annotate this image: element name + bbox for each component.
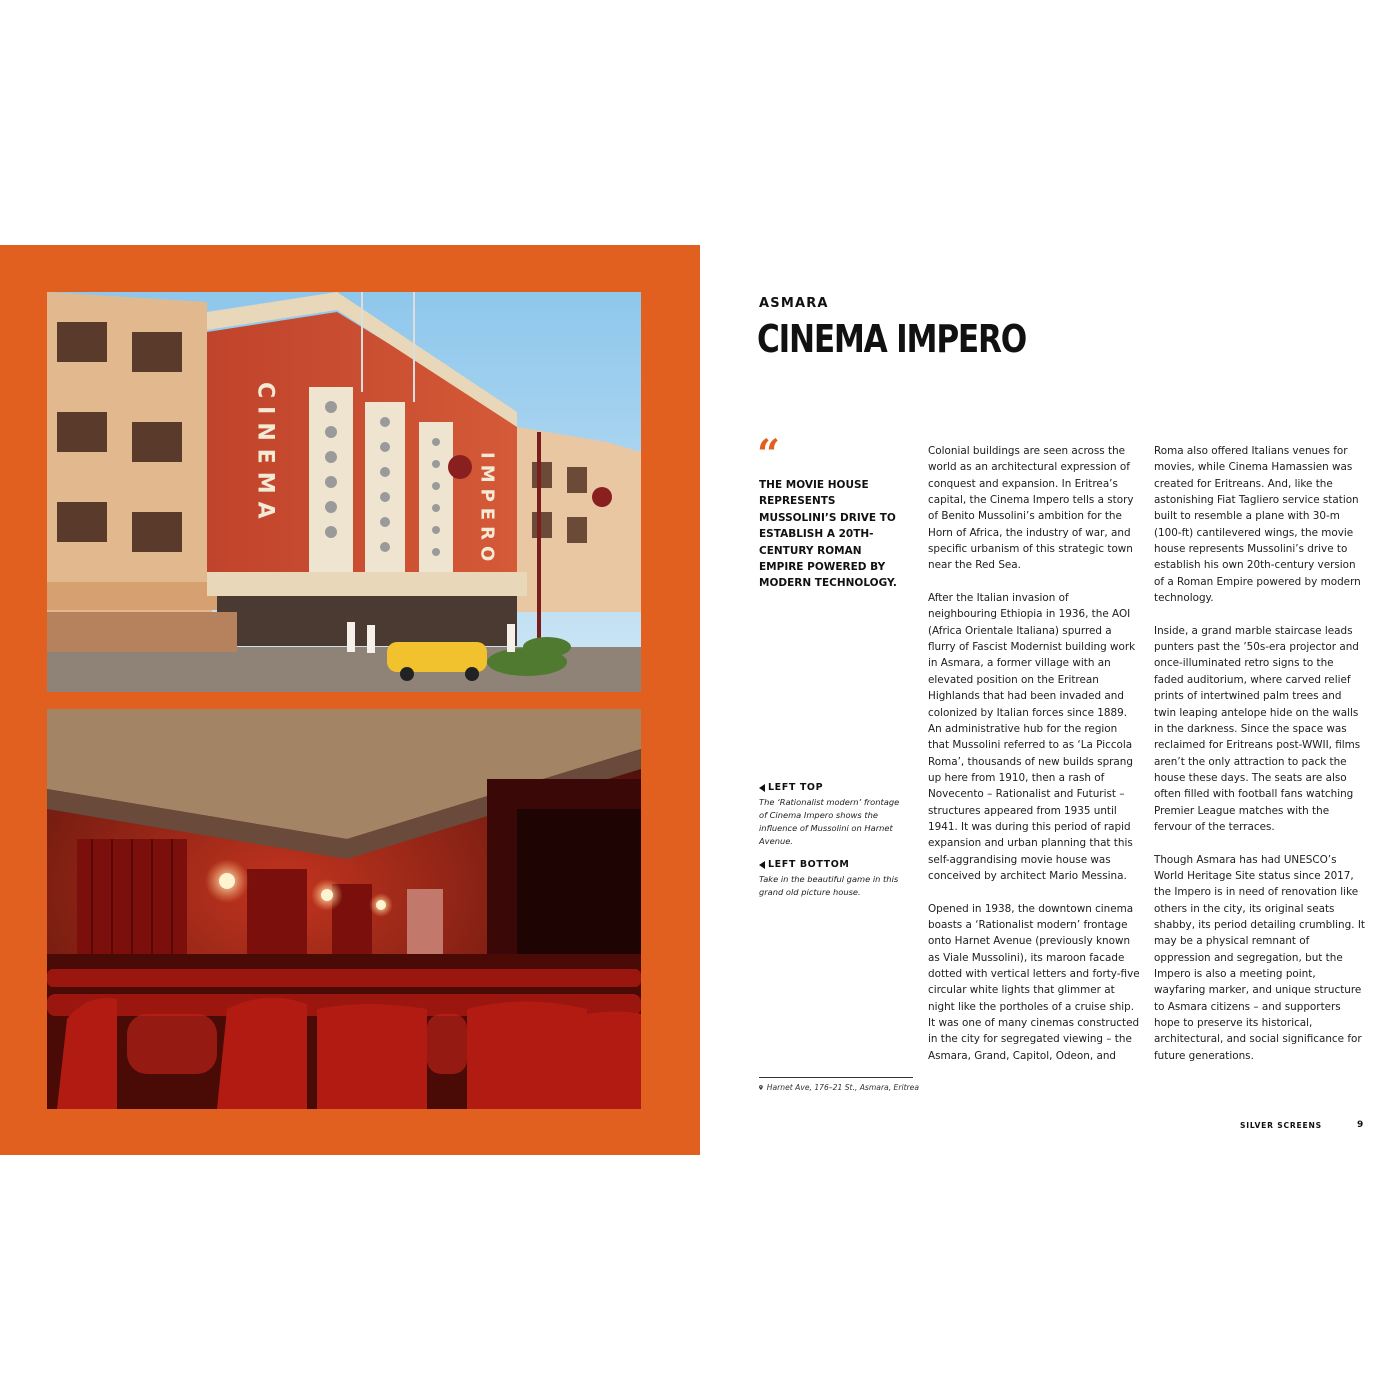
quote-mark-icon: “: [757, 431, 781, 478]
caption-text: The ‘Rationalist modern’ frontage of Cinema Impero shows the influence of Mussolini on Harnet Avenue.: [759, 797, 900, 846]
facade-sign-impero: IMPERO: [476, 452, 498, 568]
body-paragraph: Inside, a grand marble staircase leads punters past the ’50s-era projector and once-illuminated retro signs to the faded auditorium, where carved relief prints of intertwined palm trees and twin leaping antelope hide on the walls in the darkness. Since the space was reclaimed for Eritreans post-WWII, films aren’t the only attraction to pack the house these days. The seats are also often filled with football fans watching Premier League matches with the fervour of the terraces.: [1154, 624, 1361, 833]
body-column-1: [928, 443, 1140, 1080]
running-footer-section: SILVER SCREENS: [1240, 1121, 1322, 1130]
article-title: CINEMA IMPERO: [757, 317, 1027, 361]
arrow-left-icon: [759, 861, 765, 869]
facade-sign-cinema: CINEMA: [252, 382, 278, 527]
address-line: [759, 1083, 919, 1092]
pull-quote: THE MOVIE HOUSE REPRESENTS MUSSOLINI’S DRIVE TO ESTABLISH A 20TH-CENTURY ROMAN EMPIRE POWERED BY MODERN TECHNOLOGY.: [759, 479, 897, 590]
orange-photo-panel: [0, 245, 700, 1155]
body-paragraph: Opened in 1938, the downtown cinema boasts a ‘Rationalist modern’ frontage onto Harnet Avenue (previously known as Viale Mussolini), its maroon facade dotted with vertical letters and forty-five circular white lights that glimmer at night like the portholes of a cruise ship. It was one of many cinemas constructed in the city for segregated viewing – the Asmara, Grand, Capitol, Odeon, and: [928, 902, 1140, 1062]
caption-left-top: [759, 782, 909, 848]
arrow-left-icon: [759, 784, 765, 792]
caption-left-bottom: [759, 859, 909, 899]
location-kicker: ASMARA: [759, 296, 829, 311]
book-spread: [0, 245, 1400, 1155]
body-column-2: [1154, 443, 1366, 1080]
address-text: Harnet Ave, 176–21 St., Asmara, Eritrea: [766, 1083, 919, 1092]
caption-heading: LEFT TOP: [768, 782, 824, 793]
body-paragraph: Colonial buildings are seen across the world as an architectural expression of conquest and expansion. In Eritrea’s capital, the Cinema Impero tells a story of Benito Mussolini’s ambition for the Horn of Africa, the industry of war, and specific urbanism of this strategic town near the Red Sea.: [928, 445, 1134, 572]
body-paragraph: After the Italian invasion of neighbouring Ethiopia in 1936, the AOI (Africa Orientale Italiana) spurred a flurry of Fascist Modernist building work in Asmara, a former village with an elevated position on the Eritrean Highlands that had been invaded and colonized by Italian forces since 1889. An administrative hub for the region that Mussolini referred to as ‘La Piccola Roma’, thousands of new builds sprang up here from 1910, then a rash of Novecento – Rationalist and Futurist – structures appeared from 1935 until 1941. It was during this period of rapid expansion and urban planning that this self-aggrandising movie house was conceived by architect Mario Messina.: [928, 592, 1136, 882]
body-paragraph: Though Asmara has had UNESCO’s World Heritage Site status since 2017, the Impero is in need of renovation like others in the city, its original seats shabby, its period detailing crumbling. It may be a physical remnant of oppression and segregation, but the Impero is also a meeting point, wayfaring marker, and unique structure to Asmara citizens – and supporters hope to preserve its historical, architectural, and social significance for future generations.: [1154, 853, 1365, 1062]
map-pin-icon: [759, 1083, 763, 1092]
photo-cinema-auditorium: [47, 709, 641, 1109]
caption-text: Take in the beautiful game in this grand old picture house.: [759, 874, 899, 897]
caption-heading: LEFT BOTTOM: [768, 859, 850, 870]
page-number: 9: [1357, 1120, 1364, 1130]
photo-cinema-facade: [47, 292, 641, 692]
body-paragraph: Roma also offered Italians venues for movies, while Cinema Hamassien was created for Eritreans. And, like the astonishing Fiat Tagliero service station built to resemble a plane with 30-m (100-ft) cantilevered wings, the movie house represents Mussolini’s drive to establish his own 20th-century version of a Roman Empire powered by modern technology.: [1154, 445, 1361, 605]
address-divider: [759, 1077, 913, 1078]
